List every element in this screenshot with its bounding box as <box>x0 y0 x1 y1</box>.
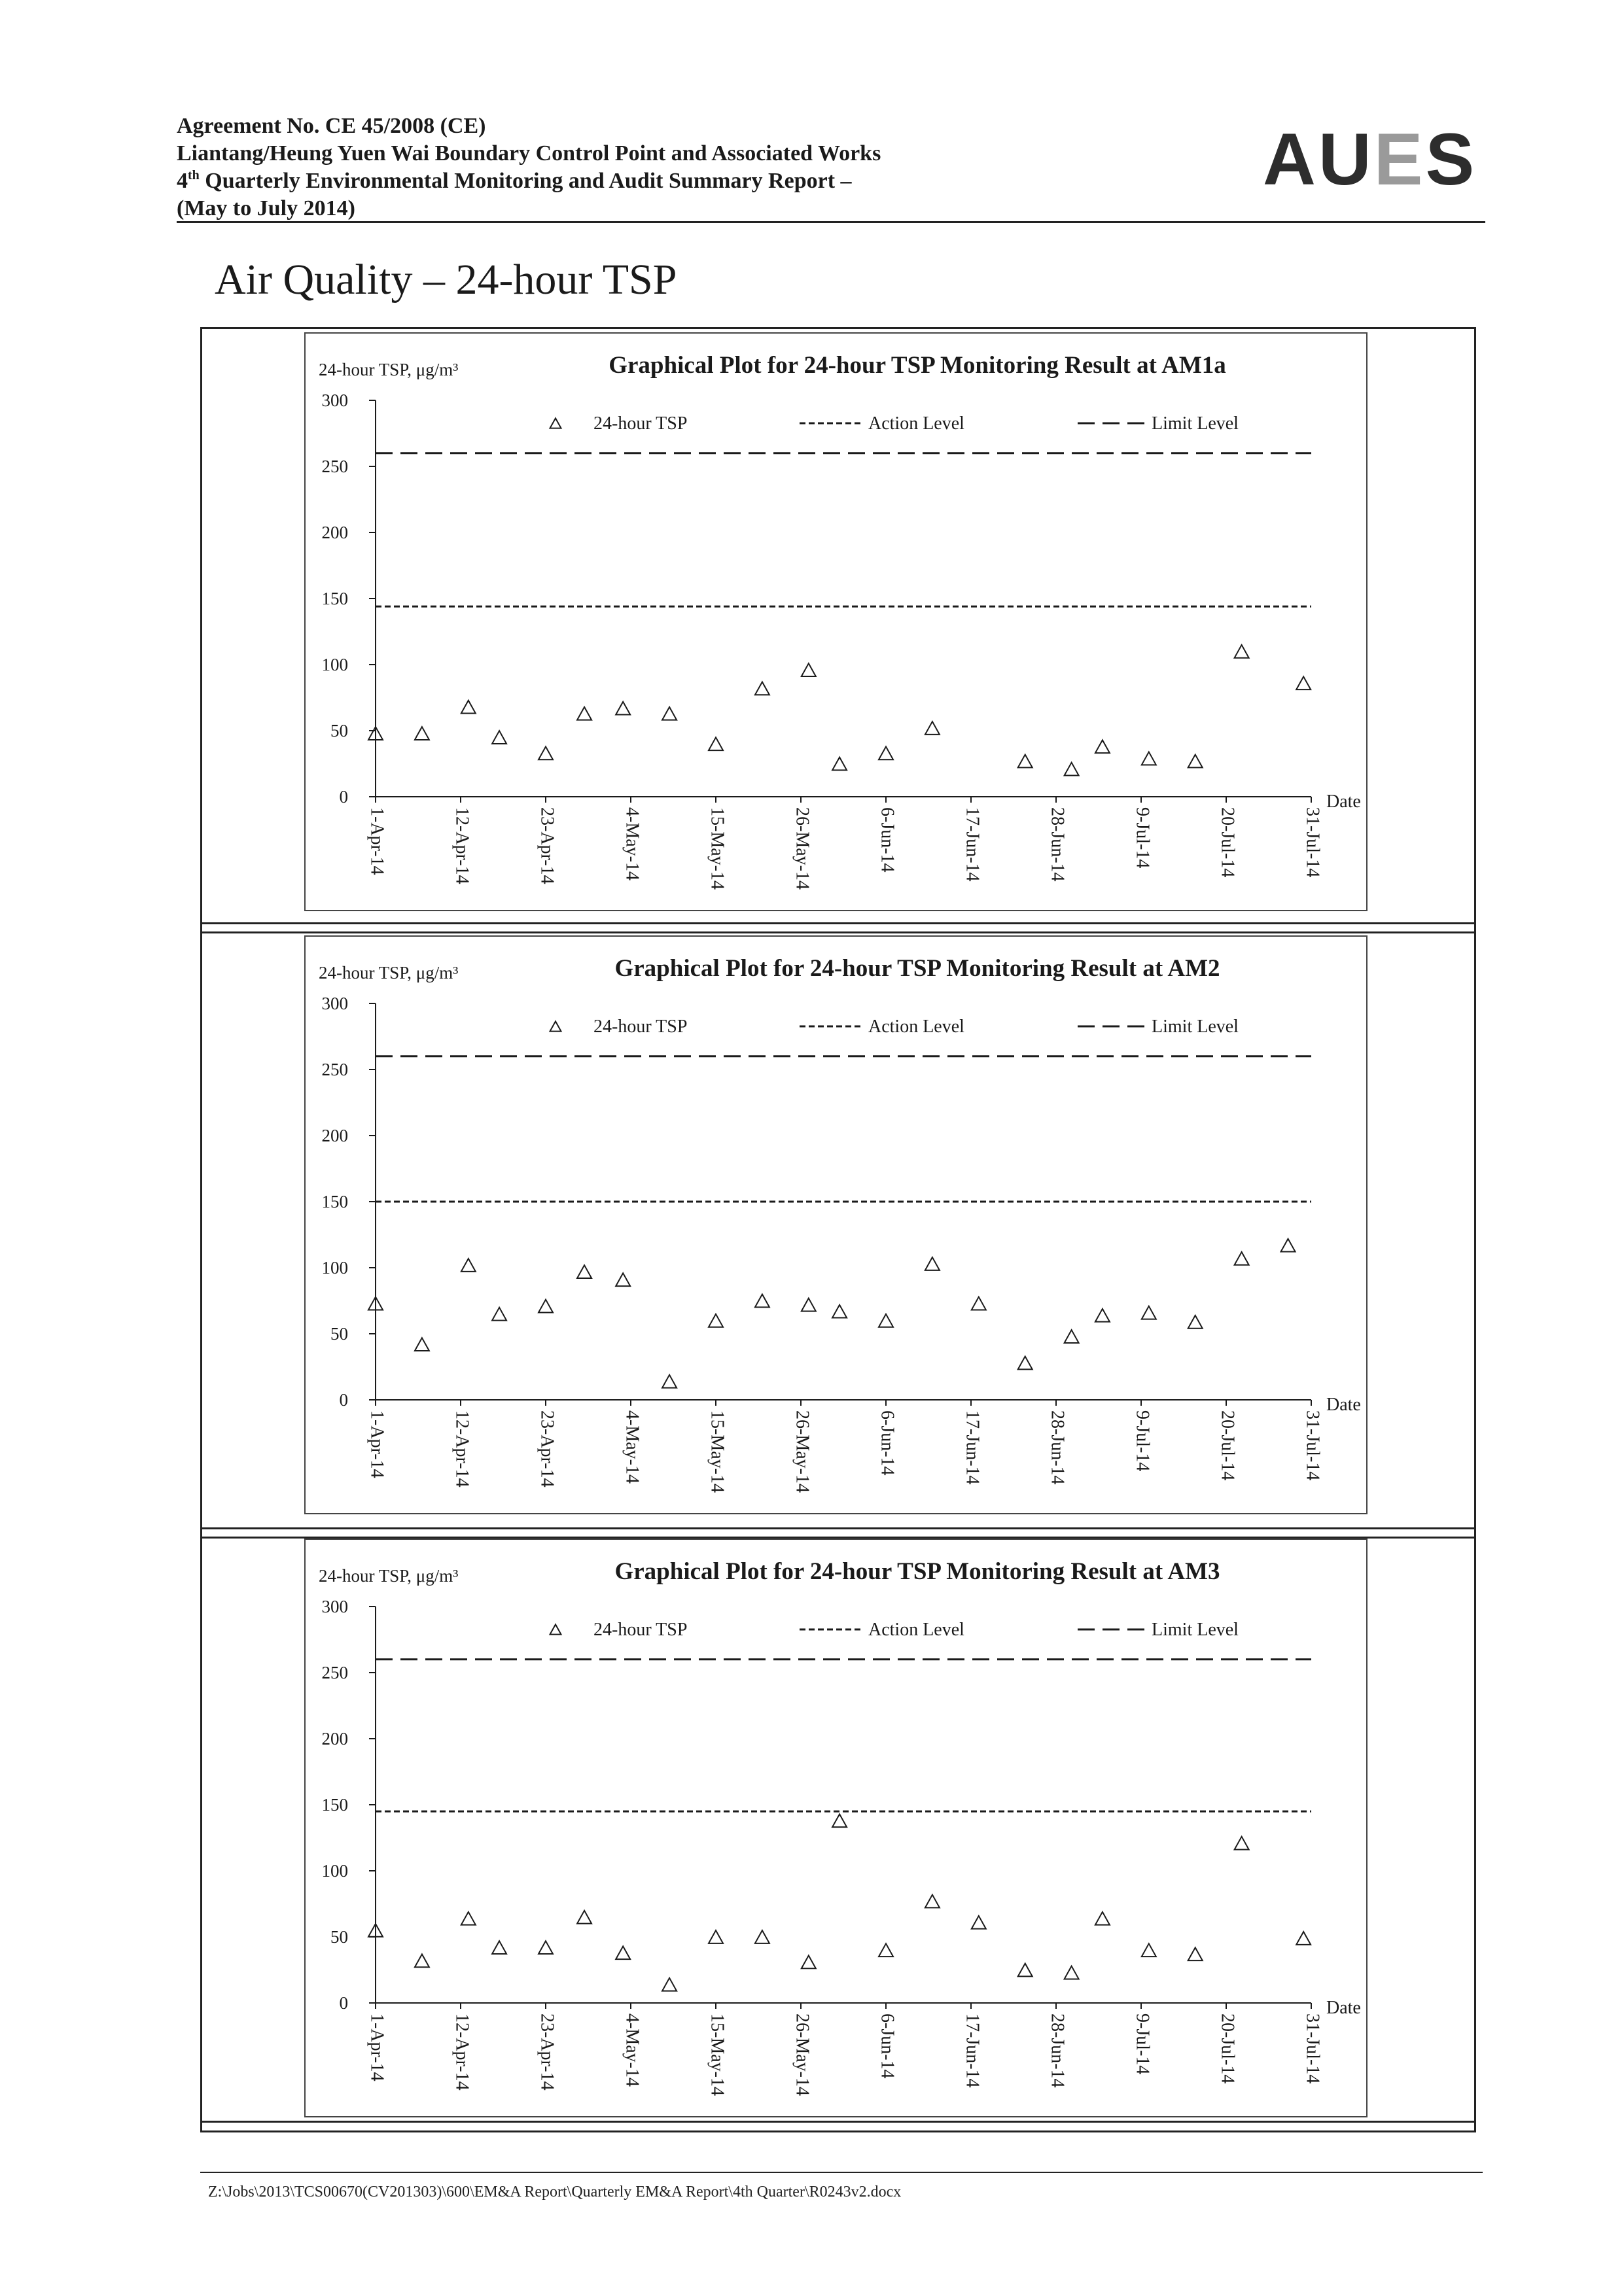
chart-separator <box>200 1527 1476 1529</box>
x-tick-label: 26-May-14 <box>792 807 813 890</box>
chart-panel-am2 <box>304 935 1368 1514</box>
y-tick-label: 0 <box>339 1390 348 1410</box>
data-point-tsp <box>1018 1964 1033 1977</box>
project-title: Liantang/Heung Yuen Wai Boundary Control Point and Associated Works <box>177 141 881 165</box>
y-tick-label: 0 <box>339 787 348 807</box>
y-tick-label: 300 <box>321 994 348 1013</box>
x-tick-label: 6-Jun-14 <box>877 807 898 873</box>
data-point-tsp <box>972 1297 986 1310</box>
data-point-tsp <box>1142 1943 1156 1957</box>
x-tick-label: 12-Apr-14 <box>451 1410 472 1487</box>
y-tick-label: 250 <box>321 457 348 476</box>
data-point-tsp <box>1281 1239 1296 1252</box>
chart-title: Graphical Plot for 24-hour TSP Monitoring Result at AM1a <box>609 352 1226 379</box>
x-tick-label: 20-Jul-14 <box>1217 1410 1238 1481</box>
x-tick-label: 28-Jun-14 <box>1047 1410 1068 1485</box>
x-tick-label: 1-Apr-14 <box>366 1410 387 1478</box>
report-period: (May to July 2014) <box>177 196 355 220</box>
y-tick-label: 150 <box>321 1795 348 1815</box>
data-point-tsp <box>616 1946 630 1959</box>
legend-label-action-level: Action Level <box>868 413 964 434</box>
legend-marker-tsp <box>550 418 561 428</box>
x-tick-label: 23-Apr-14 <box>537 1410 557 1487</box>
data-point-tsp <box>755 1295 769 1308</box>
x-tick-label: 17-Jun-14 <box>962 1410 983 1485</box>
data-point-tsp <box>461 1912 476 1925</box>
data-point-tsp <box>832 757 847 771</box>
x-axis-title: Date <box>1326 1998 1361 2018</box>
data-point-tsp <box>1188 1947 1203 1960</box>
legend-marker-tsp <box>550 1021 561 1031</box>
chart-separator <box>200 2121 1476 2123</box>
x-tick-label: 4-May-14 <box>622 807 643 880</box>
data-point-tsp <box>492 731 506 744</box>
data-point-tsp <box>1188 755 1203 768</box>
data-point-tsp <box>492 1308 506 1321</box>
y-tick-label: 100 <box>321 655 348 674</box>
chart-panel-am1a <box>304 332 1368 911</box>
data-point-tsp <box>538 1941 553 1954</box>
x-tick-label: 17-Jun-14 <box>962 807 983 882</box>
data-point-tsp <box>709 737 723 750</box>
data-point-tsp <box>538 746 553 759</box>
data-point-tsp <box>1095 1309 1110 1322</box>
data-point-tsp <box>925 1257 940 1270</box>
x-tick-label: 4-May-14 <box>622 1410 643 1484</box>
data-point-tsp <box>1235 645 1249 658</box>
x-tick-label: 9-Jul-14 <box>1132 807 1153 869</box>
x-tick-label: 6-Jun-14 <box>877 1410 898 1476</box>
y-tick-label: 100 <box>321 1861 348 1881</box>
y-tick-label: 300 <box>321 1597 348 1616</box>
data-point-tsp <box>492 1941 506 1954</box>
chart-title: Graphical Plot for 24-hour TSP Monitoring Result at AM3 <box>614 1558 1220 1585</box>
chart-panel-am3 <box>304 1539 1368 2117</box>
footer-rule <box>200 2172 1483 2173</box>
data-point-tsp <box>1235 1837 1249 1850</box>
y-axis-title: 24-hour TSP, μg/m³ <box>319 963 459 983</box>
legend-label-action-level: Action Level <box>868 1017 964 1037</box>
y-tick-label: 150 <box>321 1192 348 1211</box>
data-point-tsp <box>709 1930 723 1943</box>
y-tick-label: 250 <box>321 1060 348 1079</box>
x-tick-label: 31-Jul-14 <box>1302 807 1323 878</box>
agreement-number: Agreement No. CE 45/2008 (CE) <box>177 114 486 138</box>
y-tick-label: 200 <box>321 523 348 542</box>
header-rule <box>177 221 1485 223</box>
data-point-tsp <box>616 1273 630 1286</box>
x-tick-label: 17-Jun-14 <box>962 2013 983 2088</box>
y-tick-label: 50 <box>330 721 348 740</box>
report-quarter-number: 4 <box>177 169 188 193</box>
logo-letter-s: S <box>1425 118 1477 200</box>
data-point-tsp <box>802 663 816 676</box>
x-tick-label: 26-May-14 <box>792 1410 813 1493</box>
data-point-tsp <box>1018 755 1033 768</box>
x-tick-label: 9-Jul-14 <box>1132 2013 1153 2075</box>
section-title: Air Quality – 24-hour TSP <box>215 256 677 304</box>
x-tick-label: 1-Apr-14 <box>366 2013 387 2081</box>
x-tick-label: 26-May-14 <box>792 2013 813 2096</box>
data-point-tsp <box>832 1305 847 1318</box>
data-point-tsp <box>802 1955 816 1968</box>
data-point-tsp <box>1142 1306 1156 1319</box>
data-point-tsp <box>577 1911 591 1924</box>
data-point-tsp <box>1065 1330 1079 1343</box>
x-tick-label: 12-Apr-14 <box>451 807 472 884</box>
data-point-tsp <box>577 1265 591 1278</box>
report-title <box>177 167 1420 195</box>
data-point-tsp <box>832 1814 847 1827</box>
legend-marker-tsp <box>550 1624 561 1634</box>
legend-label-tsp: 24-hour TSP <box>593 1017 688 1037</box>
y-tick-label: 50 <box>330 1324 348 1344</box>
data-point-tsp <box>1095 740 1110 753</box>
legend-label-tsp: 24-hour TSP <box>593 1620 688 1640</box>
x-tick-label: 31-Jul-14 <box>1302 2013 1323 2084</box>
x-tick-label: 6-Jun-14 <box>877 2013 898 2079</box>
data-point-tsp <box>879 1943 893 1957</box>
chart-am1a <box>306 334 1366 910</box>
x-tick-label: 23-Apr-14 <box>537 2013 557 2091</box>
x-tick-label: 15-May-14 <box>707 1410 728 1493</box>
x-tick-label: 20-Jul-14 <box>1217 2013 1238 2084</box>
data-point-tsp <box>415 1338 429 1351</box>
x-tick-label: 28-Jun-14 <box>1047 2013 1068 2088</box>
file-path-footer: Z:\Jobs\2013\TCS00670(CV201303)\600\EM&A Report\Quarterly EM&A Report\4th Quarter\R0243v2.docx <box>208 2183 902 2200</box>
x-tick-label: 15-May-14 <box>707 2013 728 2096</box>
report-quarter-suffix: th <box>188 168 200 183</box>
report-header <box>177 113 1420 222</box>
data-point-tsp <box>879 1314 893 1327</box>
chart-title: Graphical Plot for 24-hour TSP Monitoring Result at AM2 <box>614 955 1220 982</box>
x-tick-label: 23-Apr-14 <box>537 807 557 884</box>
x-axis-title: Date <box>1326 1395 1361 1415</box>
y-axis-title: 24-hour TSP, μg/m³ <box>319 360 459 379</box>
logo-letters-au: AU <box>1263 118 1374 200</box>
legend-label-limit-level: Limit Level <box>1152 1620 1239 1640</box>
data-point-tsp <box>1296 1932 1311 1945</box>
y-tick-label: 150 <box>321 589 348 608</box>
data-point-tsp <box>1065 763 1079 776</box>
y-tick-label: 0 <box>339 1993 348 2013</box>
data-point-tsp <box>879 746 893 759</box>
data-point-tsp <box>1018 1357 1033 1370</box>
data-point-tsp <box>972 1916 986 1929</box>
chart-separator <box>200 922 1476 924</box>
data-point-tsp <box>1188 1315 1203 1329</box>
report-title-rest: Quarterly Environmental Monitoring and Audit Summary Report – <box>199 169 852 193</box>
data-point-tsp <box>802 1298 816 1312</box>
data-point-tsp <box>755 1930 769 1943</box>
x-tick-label: 20-Jul-14 <box>1217 807 1238 878</box>
data-point-tsp <box>616 702 630 715</box>
data-point-tsp <box>577 707 591 720</box>
y-tick-label: 250 <box>321 1663 348 1682</box>
data-point-tsp <box>1296 676 1311 689</box>
data-point-tsp <box>1095 1912 1110 1925</box>
legend-label-limit-level: Limit Level <box>1152 413 1239 434</box>
legend-label-action-level: Action Level <box>868 1620 964 1640</box>
data-point-tsp <box>755 682 769 695</box>
y-axis-title: 24-hour TSP, μg/m³ <box>319 1566 459 1586</box>
x-tick-label: 9-Jul-14 <box>1132 1410 1153 1472</box>
data-point-tsp <box>1065 1966 1079 1979</box>
x-tick-label: 12-Apr-14 <box>451 2013 472 2091</box>
x-tick-label: 1-Apr-14 <box>366 807 387 875</box>
y-tick-label: 200 <box>321 1126 348 1145</box>
chart-am2 <box>306 937 1366 1513</box>
data-point-tsp <box>662 707 677 720</box>
y-tick-label: 200 <box>321 1729 348 1748</box>
data-point-tsp <box>415 727 429 740</box>
data-point-tsp <box>709 1314 723 1327</box>
data-point-tsp <box>461 1259 476 1272</box>
data-point-tsp <box>925 1895 940 1908</box>
data-point-tsp <box>1235 1252 1249 1265</box>
y-tick-label: 50 <box>330 1927 348 1947</box>
y-tick-label: 300 <box>321 391 348 410</box>
data-point-tsp <box>662 1375 677 1388</box>
data-point-tsp <box>1142 752 1156 765</box>
legend-label-tsp: 24-hour TSP <box>593 413 688 434</box>
legend-label-limit-level: Limit Level <box>1152 1017 1239 1037</box>
x-tick-label: 31-Jul-14 <box>1302 1410 1323 1481</box>
x-tick-label: 28-Jun-14 <box>1047 807 1068 882</box>
x-axis-title: Date <box>1326 791 1361 812</box>
aues-logo <box>1263 118 1477 200</box>
chart-am3 <box>306 1540 1366 2116</box>
data-point-tsp <box>415 1954 429 1967</box>
data-point-tsp <box>538 1300 553 1313</box>
data-point-tsp <box>662 1978 677 1991</box>
chart-separator <box>200 931 1476 933</box>
data-point-tsp <box>925 722 940 735</box>
y-tick-label: 100 <box>321 1258 348 1278</box>
logo-letter-e: E <box>1373 118 1426 200</box>
data-point-tsp <box>461 701 476 714</box>
x-tick-label: 15-May-14 <box>707 807 728 890</box>
x-tick-label: 4-May-14 <box>622 2013 643 2087</box>
